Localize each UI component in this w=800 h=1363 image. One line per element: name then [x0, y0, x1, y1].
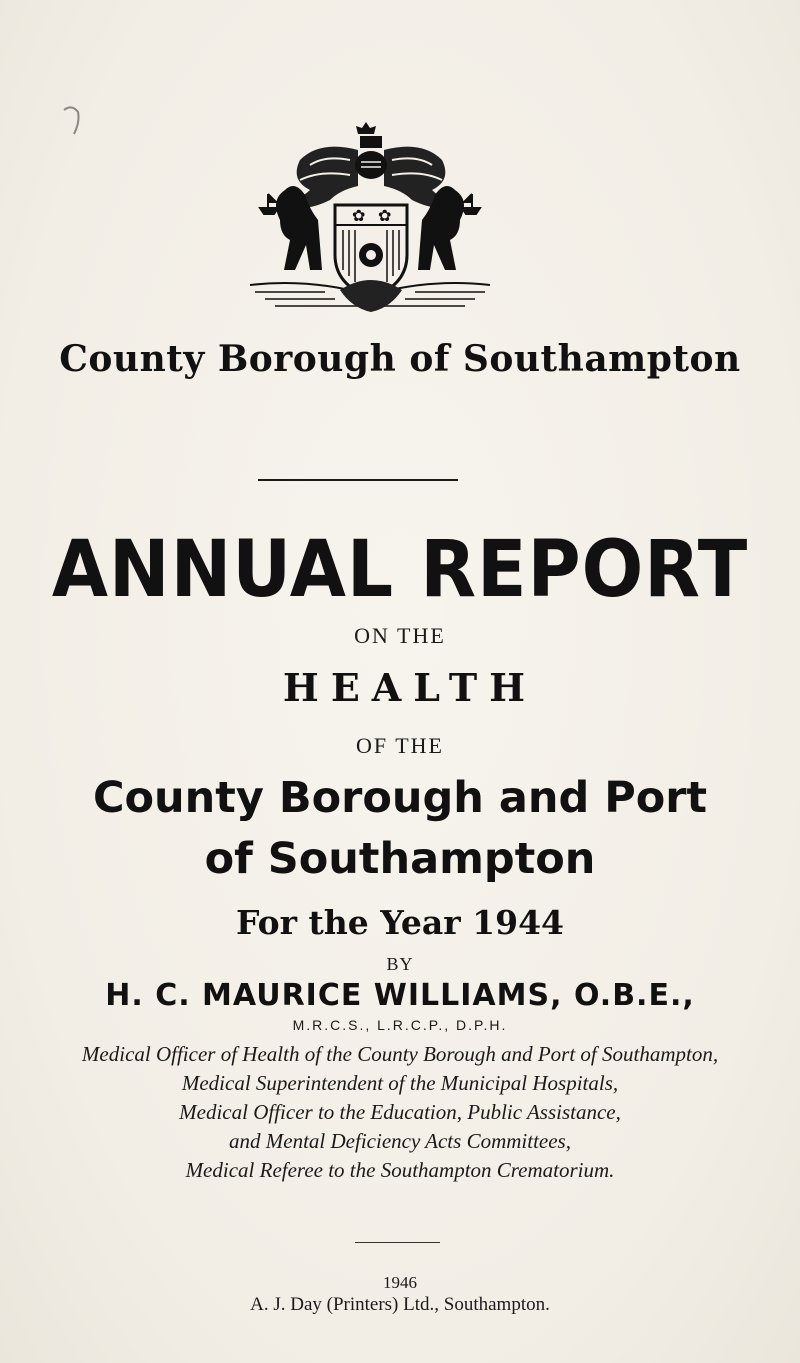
author-degrees: M.R.C.S., L.R.C.P., D.P.H.: [292, 1017, 508, 1033]
author-title-line: Medical Officer of Health of the County Borough and Port of Southampton,: [81, 1042, 719, 1066]
footer-rule: [355, 1242, 440, 1243]
pencil-mark-icon: [50, 100, 90, 145]
by-label: BY: [386, 954, 414, 974]
borough-title: County Borough of Southampton: [59, 338, 741, 380]
author-title-line: Medical Superintendent of the Municipal Hospitals,: [181, 1071, 619, 1095]
author-title-line: Medical Referee to the Southampton Crematorium.: [185, 1158, 615, 1182]
svg-text:✿: ✿: [352, 206, 366, 225]
place-line-2: of Southampton: [204, 834, 596, 884]
author-title-line: and Mental Deficiency Acts Committees,: [229, 1129, 571, 1153]
printer-imprint: A. J. Day (Printers) Ltd., Southampton.: [250, 1294, 550, 1315]
report-title: ANNUAL REPORT: [51, 525, 749, 615]
publication-year: 1946: [383, 1273, 417, 1292]
report-subject: HEALTH: [282, 665, 538, 710]
svg-text:✿: ✿: [378, 206, 392, 225]
of-the-label: OF THE: [356, 733, 444, 758]
on-the-label: ON THE: [354, 623, 446, 648]
author-name: H. C. MAURICE WILLIAMS, O.B.E.,: [105, 978, 695, 1013]
divider-rule: [258, 479, 458, 481]
author-title-line: Medical Officer to the Education, Public Assistance,: [179, 1100, 621, 1124]
report-year: For the Year 1944: [235, 903, 565, 942]
author-titles: [0, 1040, 800, 1185]
place-line-1: County Borough and Port: [92, 773, 708, 823]
coat-of-arms-icon: [240, 120, 500, 320]
